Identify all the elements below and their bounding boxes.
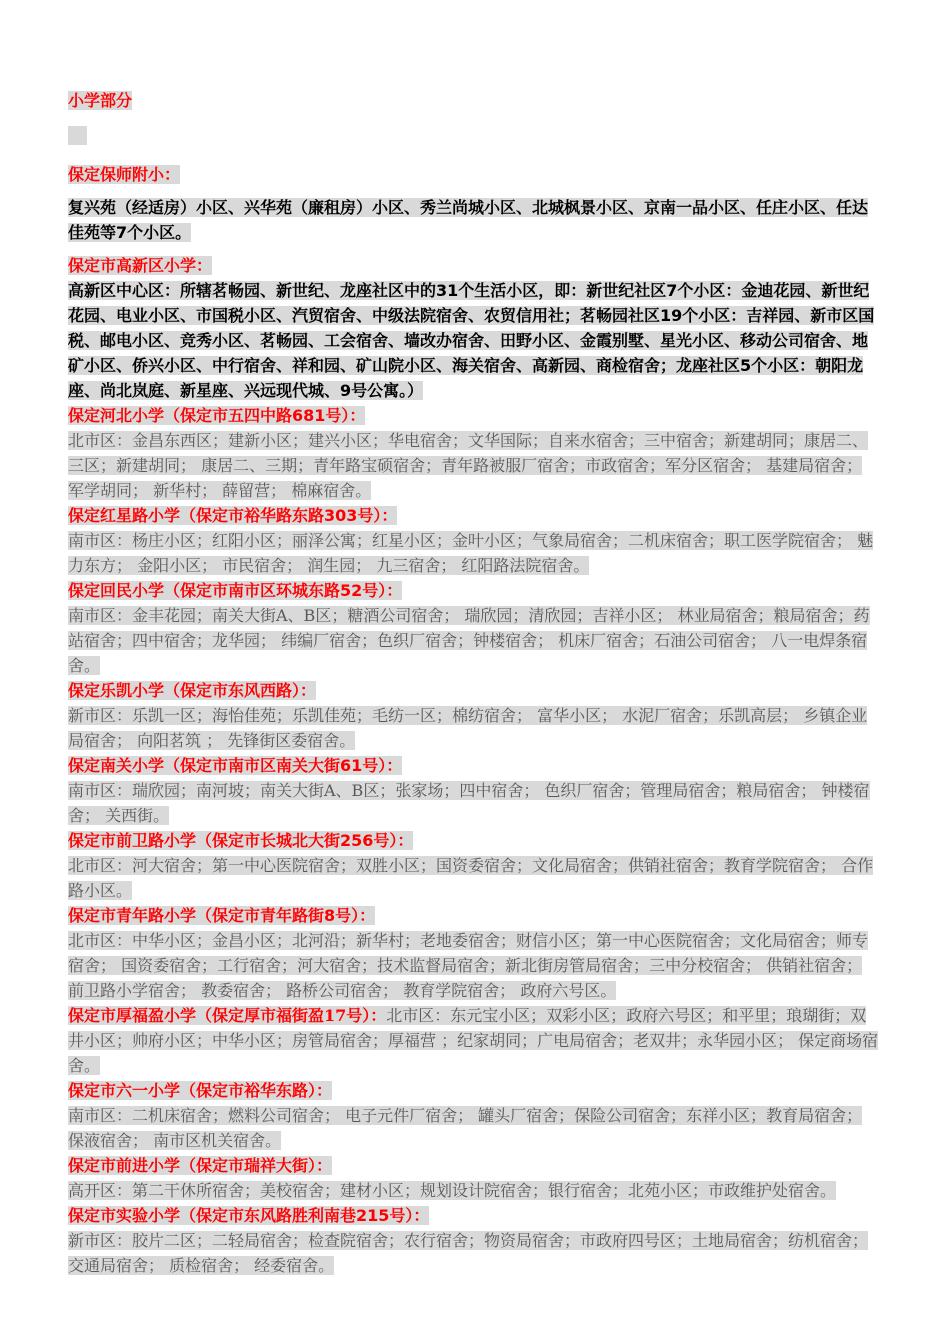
- school-heading: [68, 503, 882, 528]
- school-name: 保定回民小学（保定市南市区环城东路52号）：: [68, 581, 403, 600]
- school-name: 保定市高新区小学：: [68, 256, 213, 275]
- district-text: 南市区：金丰花园；南关大街A、B区；糖酒公司宿舍； 瑞欣园；清欣园；吉祥小区； 林业局宿舍；粮局宿舍；药站宿舍；四中宿舍；龙华园； 纬编厂宿舍；色织厂宿舍；钟楼宿舍； 机床厂宿舍；石油公司宿舍； 八一电焊条宿舍。: [68, 606, 870, 675]
- document-page: [68, 88, 882, 1278]
- school-name: 保定红星路小学（保定市裕华路东路303号）：: [68, 506, 398, 525]
- school-name: 保定市实验小学（保定市东风路胜利南巷215号）：: [68, 1206, 430, 1225]
- school-district-text: [68, 278, 882, 403]
- school-heading: [68, 678, 882, 703]
- district-text: 南市区：二机床宿舍；燃料公司宿舍； 电子元件厂宿舍； 罐头厂宿舍；保险公司宿舍；东祥小区；教育局宿舍； 保液宿舍； 南市区机关宿舍。: [68, 1106, 863, 1150]
- school-name: 保定市青年路小学（保定市青年路街8号）：: [68, 906, 376, 925]
- school-name: 保定市厚福盈小学（保定厚市福街盈17号）：: [68, 1006, 387, 1025]
- school-district-text: [68, 703, 882, 753]
- school-heading: [68, 162, 882, 187]
- section-title-text: 小学部分: [68, 91, 133, 110]
- school-district-text: [68, 195, 882, 245]
- school-heading: [68, 1203, 882, 1228]
- school-district-text: [68, 528, 882, 578]
- school-heading: [68, 903, 882, 928]
- district-text: 北市区：东元宝小区；双彩小区；政府六号区；和平里；琅瑚街；双井小区；帅府小区；中华小区；房管局宿舍；厚福营 ；纪家胡同；广电局宿舍；老双井；永华园小区； 保定商场宿舍。: [68, 1006, 879, 1075]
- school-name: 保定市六一小学（保定市裕华东路）：: [68, 1081, 333, 1100]
- school-name: 保定南关小学（保定市南市区南关大街61号）：: [68, 756, 403, 775]
- school-heading: [68, 753, 882, 778]
- school-inline-entry: [68, 1003, 882, 1078]
- district-text: 北市区：河大宿舍；第一中心医院宿舍；双胜小区；国资委宿舍；文化局宿舍；供销社宿舍；教育学院宿舍； 合作路小区。: [68, 856, 874, 900]
- school-district-text: [68, 1103, 882, 1153]
- school-heading: [68, 578, 882, 603]
- blank-line: [68, 126, 882, 152]
- section-title: [68, 88, 882, 113]
- school-district-text: [68, 603, 882, 678]
- school-name: 保定市前进小学（保定市瑞祥大街）：: [68, 1156, 333, 1175]
- school-district-text: [68, 1178, 882, 1203]
- district-text: 高开区：第二干休所宿舍；美校宿舍；建材小区；规划设计院宿舍；银行宿舍；北苑小区；市政维护处宿舍。: [68, 1181, 837, 1200]
- blank-highlight-mark: [68, 126, 87, 145]
- school-heading: [68, 253, 882, 278]
- school-district-text: [68, 778, 882, 828]
- school-district-text: [68, 928, 882, 1003]
- school-name: 保定市前卫路小学（保定市长城北大街256号）：: [68, 831, 414, 850]
- school-district-text: [68, 853, 882, 903]
- school-district-text: [68, 428, 882, 503]
- district-text: 高新区中心区：所辖茗畅园、新世纪、龙座社区中的31个生活小区，即：新世纪社区7个小区：金迪花园、新世纪花园、电业小区、市国税小区、汽贸宿舍、中级法院宿舍、农贸信用社；茗畅园社区19个小区：吉祥园、新市区国税、邮电小区、竞秀小区、茗畅园、工会宿舍、墙改办宿舍、田野小区、金霞别墅、星光小区、移动公司宿舍、地矿小区、侨兴小区、中行宿舍、祥和园、矿山院小区、海关宿舍、高新园、商检宿舍；龙座社区5个小区：朝阳龙座、尚北岚庭、新星座、兴远现代城、9号公寓。）: [68, 281, 875, 400]
- district-text: 北市区：金昌东西区；建新小区；建兴小区；华电宿舍；文华国际；自来水宿舍；三中宿舍；新建胡同；康居二、三区；新建胡同； 康居二、三期；青年路宝硕宿舍；青年路被服厂宿舍；市政宿舍；军分区宿舍； 基建局宿舍； 军学胡同； 新华村； 薛留营； 棉麻宿舍。: [68, 431, 869, 500]
- district-text: 南市区：杨庄小区；红阳小区；丽泽公寓；红星小区；金叶小区；气象局宿舍；二机床宿舍；职工医学院宿舍； 魅力东方； 金阳小区； 市民宿舍； 润生园； 九三宿舍； 红阳路法院宿舍。: [68, 531, 874, 575]
- school-district-text: [68, 1228, 882, 1278]
- district-text: 新市区：胶片二区；二轻局宿舍；检查院宿舍；农行宿舍；物资局宿舍；市政府四号区；土地局宿舍；纺机宿舍； 交通局宿舍； 质检宿舍； 经委宿舍。: [68, 1231, 869, 1275]
- school-name: 保定河北小学（保定市五四中路681号）：: [68, 406, 366, 425]
- school-heading: [68, 828, 882, 853]
- district-text: 南市区：瑞欣园；南河坡；南关大街A、B区；张家场；四中宿舍； 色织厂宿舍；管理局宿舍；粮局宿舍； 钟楼宿舍； 关西街。: [68, 781, 870, 825]
- school-name: 保定乐凯小学（保定市东风西路）：: [68, 681, 317, 700]
- school-heading: [68, 403, 882, 428]
- school-heading: [68, 1078, 882, 1103]
- district-text: 新市区：乐凯一区；海怡佳苑；乐凯佳苑；毛纺一区；棉纺宿舍； 富华小区； 水泥厂宿舍；乐凯高层； 乡镇企业局宿舍； 向阳茗筑 ； 先锋街区委宿舍。: [68, 706, 868, 750]
- school-name: 保定保师附小：: [68, 165, 181, 184]
- school-heading: [68, 1153, 882, 1178]
- district-text: 北市区：中华小区；金昌小区；北河沿；新华村；老地委宿舍；财信小区；第一中心医院宿舍；文化局宿舍；师专宿舍； 国资委宿舍；工行宿舍；河大宿舍；技术监督局宿舍；新北街房管局宿舍；三中分校宿舍； 供销社宿舍； 前卫路小学宿舍； 教委宿舍； 路桥公司宿舍； 教育学院宿舍； 政府六号区。: [68, 931, 869, 1000]
- district-text: 复兴苑（经适房）小区、兴华苑（廉租房）小区、秀兰尚城小区、北城枫景小区、京南一品小区、任庄小区、任达佳苑等7个小区。: [68, 198, 869, 242]
